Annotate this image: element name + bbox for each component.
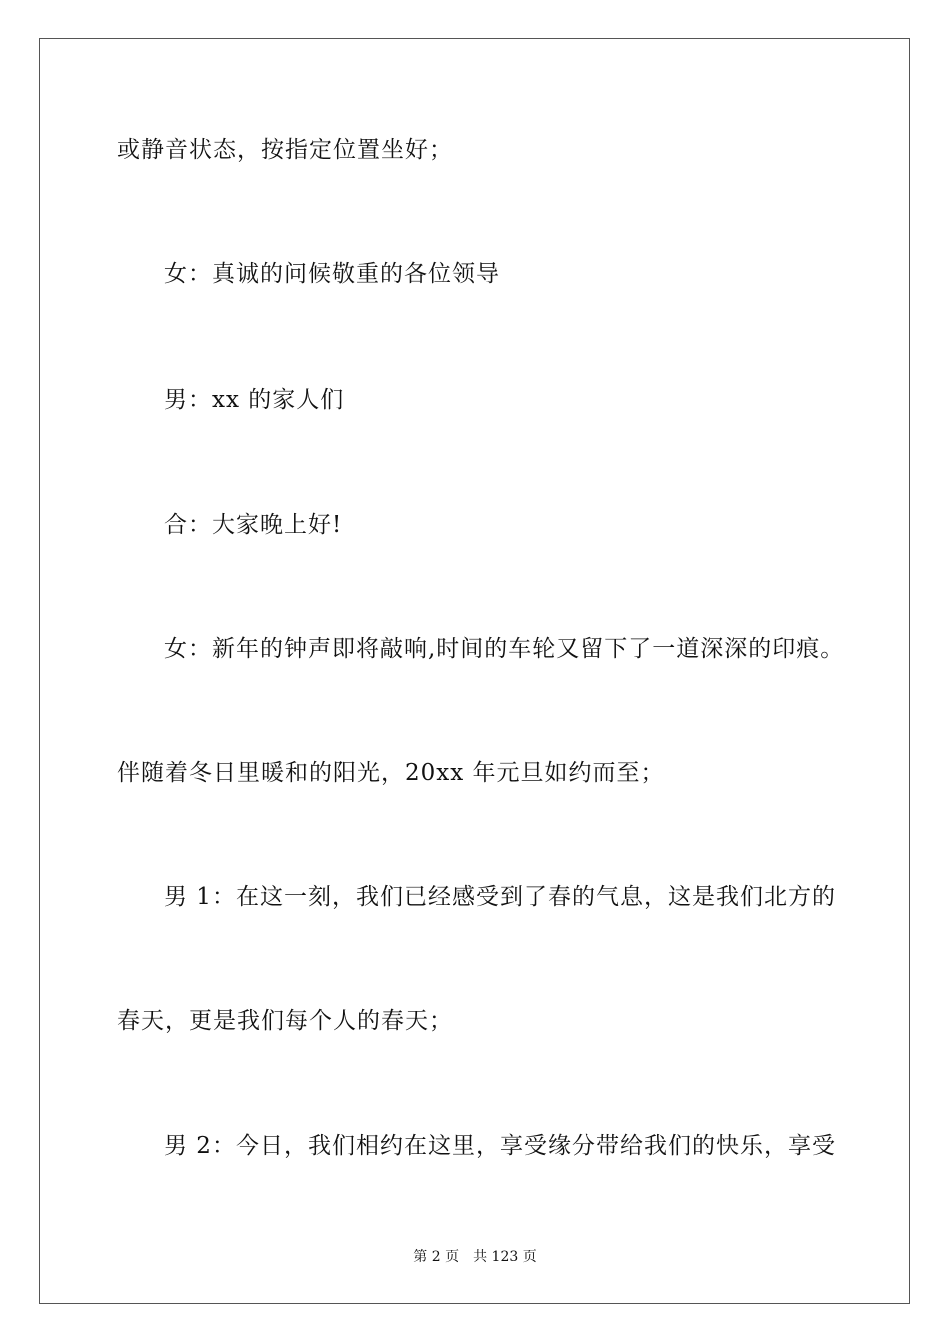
text-line: 男：xx 的家人们 (164, 387, 345, 413)
text-line: 女：真诚的问候敬重的各位领导 (164, 261, 500, 287)
text-line: 男 2：今日，我们相约在这里，享受缘分带给我们的快乐，享受 (164, 1133, 836, 1159)
page-number: 第 2 页 (413, 1249, 460, 1265)
text-line: 伴随着冬日里暖和的阳光，20xx 年元旦如约而至； (117, 760, 665, 786)
text-line: 合：大家晚上好! (164, 512, 343, 538)
text-line: 女：新年的钟声即将敲响,时间的车轮又留下了一道深深的印痕。 (164, 636, 845, 662)
text-line: 春天，更是我们每个人的春天； (117, 1008, 453, 1034)
text-line: 或静音状态，按指定位置坐好； (117, 137, 453, 163)
page-total: 共 123 页 (473, 1249, 537, 1265)
page-border (39, 38, 910, 1304)
page-footer (0, 1246, 950, 1266)
text-line: 男 1：在这一刻，我们已经感受到了春的气息，这是我们北方的 (164, 884, 836, 910)
